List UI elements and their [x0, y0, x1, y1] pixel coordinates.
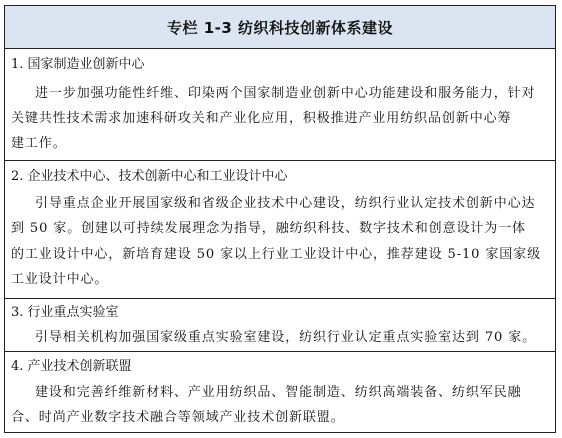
section-1-heading: 1. 国家制造业创新中心	[11, 57, 145, 72]
feature-box	[4, 5, 556, 433]
section-1	[5, 49, 555, 161]
section-2	[5, 161, 555, 299]
section-4-line-1: 建设和完善纤维新材料、产业用纺织品、智能制造、纺织高端装备、纺织军民融	[35, 385, 522, 400]
section-4-heading: 4. 产业技术创新联盟	[11, 359, 132, 374]
section-3-line-1: 引导相关机构加强国家级重点实验室建设，纺织行业认定重点实验室达到 70 家。	[35, 330, 537, 345]
section-2-line-3: 的工业设计中心，新培育建设 50 家以上行业工业设计中心，推荐建设 5-10 家国家级	[11, 247, 541, 262]
section-1-line-1: 进一步加强功能性纤维、印染两个国家制造业创新中心功能建设和服务能力，针对	[35, 86, 536, 101]
section-1-line-2: 关键共性技术需求加速科研攻关和产业化应用，积极推进产业用纺织品创新中心筹	[11, 111, 512, 126]
section-2-heading: 2. 企业技术中心、技术创新中心和工业设计中心	[11, 169, 288, 184]
section-1-line-3: 建工作。	[11, 136, 67, 151]
section-2-line-4: 工业设计中心。	[11, 272, 109, 287]
section-4-line-2: 合、时尚产业数字技术融合等领域产业技术创新联盟。	[11, 410, 345, 425]
section-2-line-2: 到 50 家。创建以可持续发展理念为指导，融纺织科技、数字技术和创意设计为一体	[11, 221, 526, 236]
box-title: 专栏 1-3 纺织科技创新体系建设	[166, 18, 394, 37]
section-3-heading: 3. 行业重点实验室	[11, 305, 119, 320]
section-3	[5, 299, 555, 352]
section-2-line-1: 引导重点企业开展国家级和省级企业技术中心建设，纺织行业认定技术创新中心达	[35, 196, 536, 211]
section-4	[5, 352, 555, 432]
title-bar	[5, 6, 555, 49]
